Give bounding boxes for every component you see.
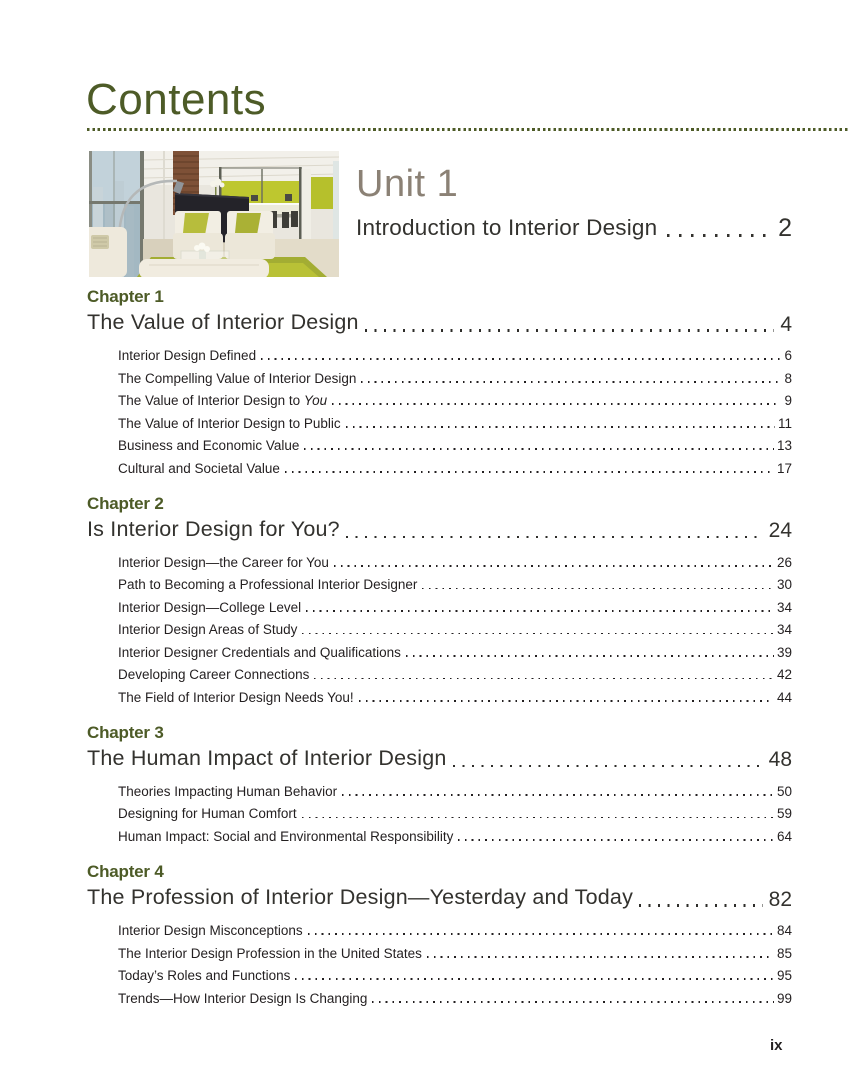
leader-dots: [285, 471, 774, 473]
chapter-section: [87, 863, 792, 1007]
entry-page-number: 84: [776, 923, 792, 939]
entry-page-number: 39: [776, 644, 792, 660]
entry-title: Cultural and Societal Value: [118, 460, 280, 476]
chapter-label: Chapter 2: [87, 493, 164, 513]
chapter-label: Chapter 1: [87, 287, 164, 306]
chapter-page-number: 82: [768, 887, 792, 911]
entry-page-number: 30: [776, 577, 792, 593]
toc-entry-row: [118, 593, 792, 616]
entry-page-number: 17: [776, 460, 792, 476]
entry-title: Designing for Human Comfort: [118, 806, 297, 822]
chapter-entries: [118, 777, 792, 845]
chapter-label: Chapter 4: [87, 861, 164, 881]
toc-entry-row: [118, 939, 792, 962]
toc-entry-row: [118, 984, 792, 1007]
leader-dots: [302, 633, 774, 635]
leader-dots: [453, 765, 763, 767]
entry-page-number: 99: [776, 990, 792, 1006]
entry-title: Today’s Roles and Functions: [118, 968, 291, 984]
toc-entry-row: [118, 683, 792, 706]
entry-page-number: 95: [776, 968, 792, 984]
toc-entry-row: [118, 661, 792, 684]
entry-page-number: 42: [776, 667, 792, 683]
title-dotted-rule: [87, 128, 849, 131]
chapter-entries: [118, 917, 792, 1007]
leader-dots: [334, 565, 774, 567]
toc-entry-row: [118, 548, 792, 571]
entry-page-number: 13: [776, 438, 792, 454]
office-interior-illustration: [89, 151, 339, 277]
entry-page-number: 6: [784, 348, 792, 364]
leader-dots: [372, 1001, 774, 1003]
leader-dots: [361, 381, 781, 383]
entry-title: The Value of Interior Design to You: [118, 393, 328, 409]
unit-title-row: [356, 213, 792, 242]
chapter-section: [87, 495, 792, 706]
entry-title: The Field of Interior Design Needs You!: [118, 689, 354, 705]
chapter-title-row: [87, 747, 792, 771]
leader-dots: [667, 234, 772, 236]
page-title: Contents: [86, 75, 267, 124]
entry-page-number: 50: [776, 783, 792, 799]
entry-title: Trends—How Interior Design Is Changing: [118, 990, 368, 1006]
entry-page-number: 64: [776, 828, 792, 844]
entry-title: Interior Designer Credentials and Qualifications: [118, 644, 401, 660]
chapter-page-number: 48: [768, 748, 792, 772]
entry-title: Interior Design—College Level: [118, 599, 302, 615]
leader-dots: [427, 956, 774, 958]
entry-title: The Interior Design Profession in the United States: [118, 945, 422, 961]
unit-page-number: 2: [778, 213, 792, 242]
leader-dots: [332, 403, 781, 405]
entry-title: Path to Becoming a Professional Interior Designer: [118, 577, 418, 593]
office-lounge-interior-photo: [89, 151, 339, 277]
entry-title: Theories Impacting Human Behavior: [118, 783, 338, 799]
leader-dots: [342, 794, 774, 796]
leader-dots: [306, 610, 774, 612]
unit-block: [356, 164, 792, 241]
entry-title-italic: You: [303, 393, 328, 409]
toc-entry-row: [118, 917, 792, 940]
table-of-contents: [87, 288, 792, 1025]
entry-title: Interior Design—the Career for You: [118, 554, 329, 570]
chapter-page-number: 24: [768, 519, 792, 543]
entry-title: Interior Design Areas of Study: [118, 622, 298, 638]
toc-entry-row: [118, 432, 792, 455]
toc-entry-row: [118, 616, 792, 639]
folio-page-number: ix: [770, 1037, 783, 1054]
entry-page-number: 9: [784, 393, 792, 409]
chapter-entries: [118, 548, 792, 706]
entry-page-number: 11: [777, 415, 792, 431]
chapter-title-row: [87, 311, 792, 335]
entry-title: Interior Design Defined: [118, 348, 257, 364]
leader-dots: [639, 904, 763, 906]
entry-page-number: 8: [784, 370, 792, 386]
leader-dots: [302, 817, 774, 819]
chapter-title: The Value of Interior Design: [87, 310, 359, 334]
leader-dots: [304, 448, 774, 450]
toc-entry-row: [118, 962, 792, 985]
leader-dots: [406, 655, 774, 657]
leader-dots: [458, 839, 774, 841]
toc-entry-row: [118, 822, 792, 845]
chapter-title: The Human Impact of Interior Design: [87, 745, 447, 770]
leader-dots: [261, 358, 781, 360]
toc-entry-row: [118, 409, 792, 432]
entry-title: The Compelling Value of Interior Design: [118, 370, 357, 386]
chapter-page-number: 4: [780, 312, 792, 336]
unit-title: Introduction to Interior Design: [356, 215, 658, 241]
entry-title: Developing Career Connections: [118, 667, 310, 683]
entry-page-number: 26: [776, 554, 792, 570]
chapter-title: Is Interior Design for You?: [87, 516, 340, 541]
entry-page-number: 85: [776, 945, 792, 961]
leader-dots: [295, 978, 774, 980]
entry-title: Business and Economic Value: [118, 438, 300, 454]
chapter-title-row: [87, 886, 792, 910]
entry-title: Interior Design Misconceptions: [118, 923, 303, 939]
chapter-section: [87, 288, 792, 477]
chapter-entries: [118, 342, 792, 477]
toc-entry-row: [118, 454, 792, 477]
toc-entry-row: [118, 777, 792, 800]
toc-entry-row: [118, 638, 792, 661]
entry-page-number: 34: [776, 622, 792, 638]
leader-dots: [308, 933, 774, 935]
leader-dots: [346, 426, 775, 428]
toc-entry-row: [118, 387, 792, 410]
leader-dots: [365, 329, 775, 331]
entry-page-number: 44: [776, 689, 792, 705]
chapter-title-row: [87, 518, 792, 542]
toc-entry-row: [118, 342, 792, 365]
leader-dots: [346, 536, 763, 538]
entry-title: The Value of Interior Design to Public: [118, 415, 341, 431]
entry-page-number: 59: [776, 806, 792, 822]
entry-title: Human Impact: Social and Environmental Responsibility: [118, 828, 454, 844]
chapter-label: Chapter 3: [87, 722, 164, 742]
leader-dots: [359, 700, 774, 702]
toc-entry-row: [118, 364, 792, 387]
leader-dots: [314, 678, 774, 680]
leader-dots: [422, 588, 774, 590]
chapter-section: [87, 724, 792, 845]
toc-entry-row: [118, 571, 792, 594]
chapter-title: The Profession of Interior Design—Yesterday and Today: [87, 884, 634, 909]
unit-label: Unit 1: [356, 163, 459, 205]
toc-entry-row: [118, 800, 792, 823]
entry-page-number: 34: [776, 599, 792, 615]
